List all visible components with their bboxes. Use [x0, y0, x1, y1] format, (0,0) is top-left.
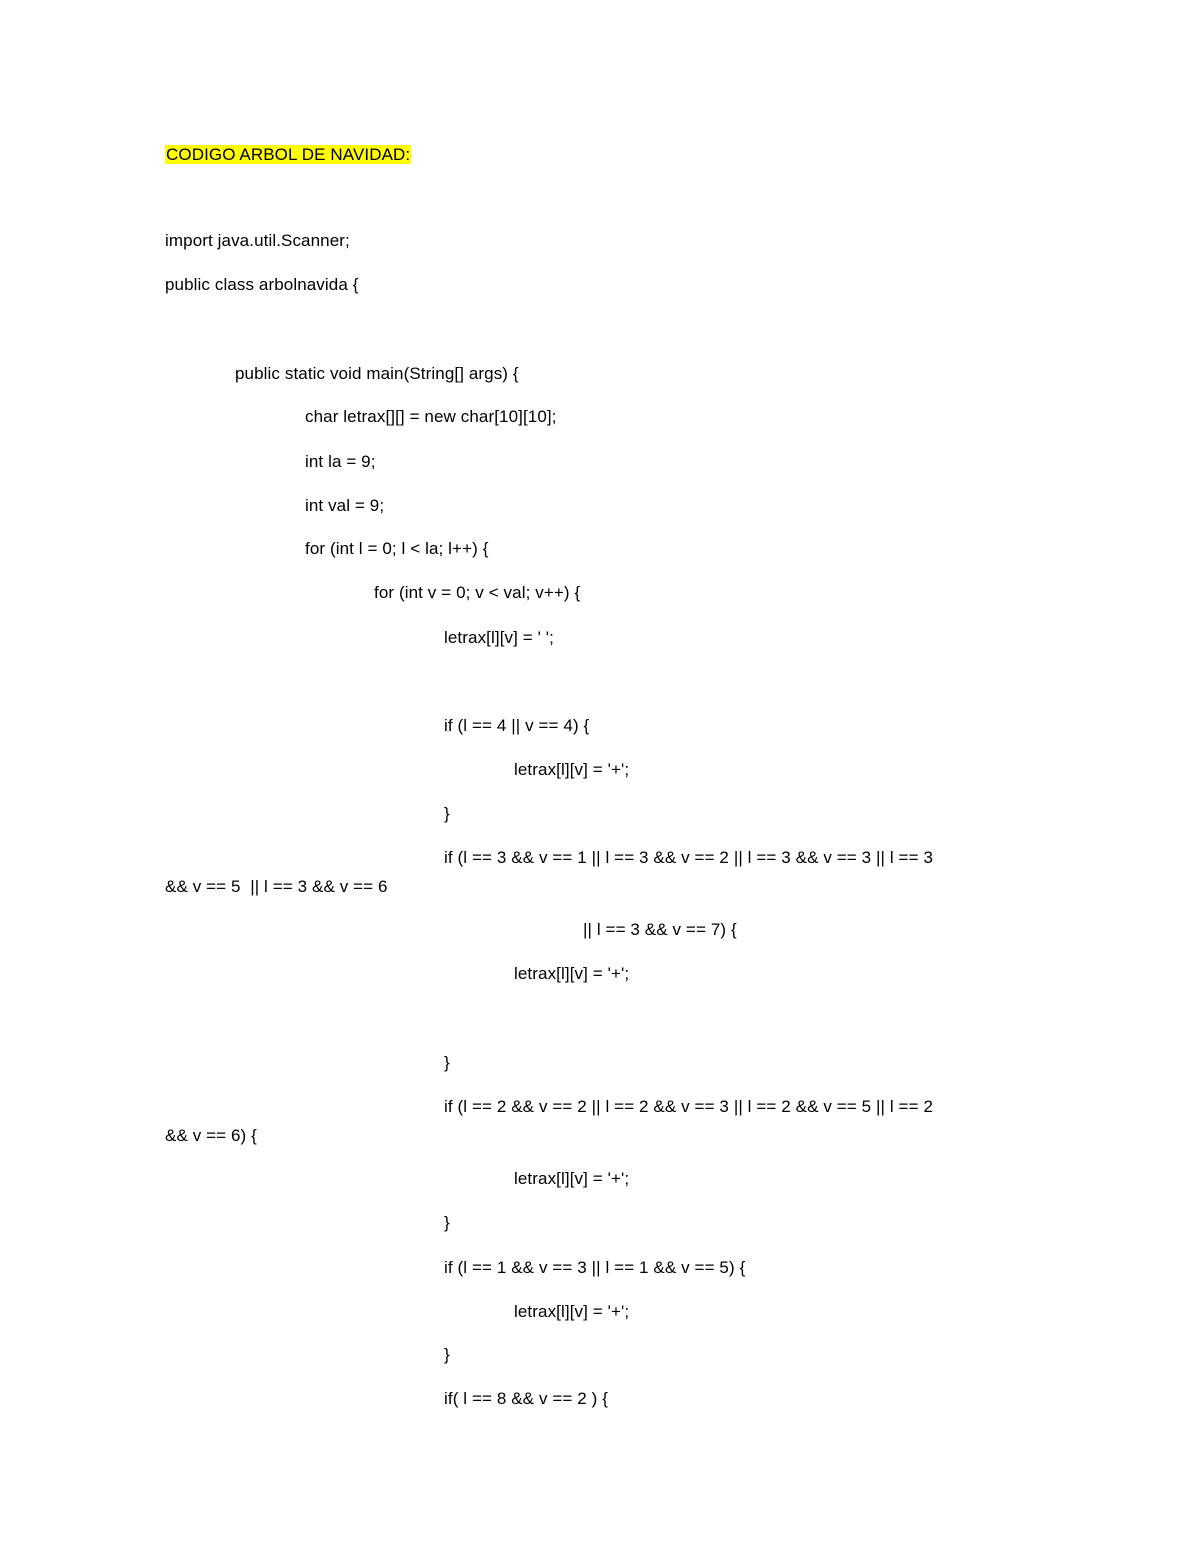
code-line-close4: } [444, 1345, 450, 1364]
code-line-if3-a: if (l == 2 && v == 2 || l == 2 && v == 3 || l == 2 && v == 5 || l == 2 [444, 1097, 933, 1116]
code-line-import: import java.util.Scanner; [165, 231, 350, 250]
code-line-if4: if (l == 1 && v == 3 || l == 1 && v == 5) { [444, 1258, 746, 1277]
code-line-close2: } [444, 1053, 450, 1072]
code-line-if3-b: && v == 6) { [165, 1126, 257, 1145]
code-line-val-decl: int val = 9; [305, 496, 385, 515]
code-line-close1: } [444, 804, 450, 823]
code-line-assign1: letrax[l][v] = '+'; [514, 760, 630, 779]
code-line-class-decl: public class arbolnavida { [165, 275, 359, 294]
code-line-arr-decl: char letrax[][] = new char[10][10]; [305, 407, 557, 426]
code-line-assign2: letrax[l][v] = '+'; [514, 964, 630, 983]
code-line-assign4: letrax[l][v] = '+'; [514, 1302, 630, 1321]
code-line-if2-a: if (l == 3 && v == 1 || l == 3 && v == 2 || l == 3 && v == 3 || l == 3 [444, 848, 933, 867]
code-line-la-decl: int la = 9; [305, 452, 376, 471]
title-highlight: CODIGO ARBOL DE NAVIDAD: [166, 145, 411, 164]
document-title [165, 143, 411, 167]
code-line-if2-b: && v == 5 || l == 3 && v == 6 [165, 877, 388, 896]
code-line-if5: if( l == 8 && v == 2 ) { [444, 1389, 608, 1408]
code-line-assign-space: letrax[l][v] = ' '; [444, 628, 554, 647]
code-line-main-decl: public static void main(String[] args) { [235, 364, 519, 383]
code-line-if2-c: || l == 3 && v == 7) { [583, 920, 737, 939]
code-line-for-inner: for (int v = 0; v < val; v++) { [374, 583, 581, 602]
code-line-assign3: letrax[l][v] = '+'; [514, 1169, 630, 1188]
code-line-if1: if (l == 4 || v == 4) { [444, 716, 590, 735]
code-line-for-outer: for (int l = 0; l < la; l++) { [305, 539, 489, 558]
code-line-close3: } [444, 1213, 450, 1232]
